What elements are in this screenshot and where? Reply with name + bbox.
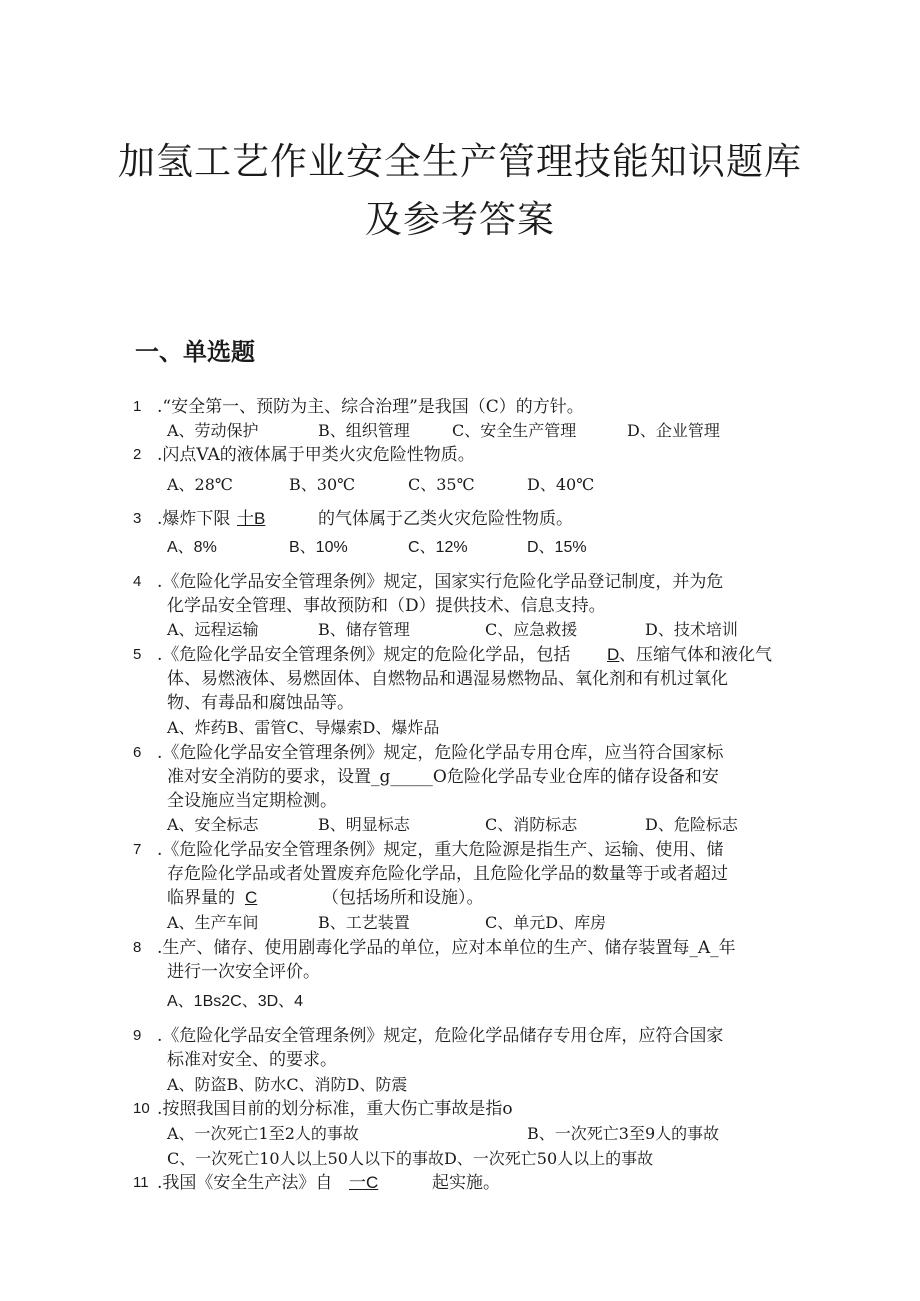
option-b: B、工艺装置 bbox=[318, 913, 410, 932]
question-text-line2: 体、易燃液体、易燃固体、自燃物品和遇湿易燃物品、氧化剂和有机过氧化 bbox=[167, 669, 728, 689]
options-line: A、1Bs2C、3D、4 bbox=[167, 993, 304, 1010]
option-b: B、一次死亡3至9人的事故 bbox=[527, 1124, 720, 1143]
question-text-line2: 准对安全消防的要求，设置_g_____O危险化学品专业仓库的储存设备和安 bbox=[167, 767, 719, 787]
section-heading: 一、单选题 bbox=[135, 338, 255, 366]
question-text-line2: 存危险化学品或者处置废弃危险化学品，且危险化学品的数量等于或者超过 bbox=[167, 864, 728, 884]
option-a: A、安全标志 bbox=[167, 815, 259, 834]
option-c: C、12% bbox=[408, 539, 468, 556]
option-c: C、消防标志 bbox=[485, 815, 578, 834]
answer-blank: C bbox=[245, 888, 258, 907]
question-number: 5 bbox=[133, 646, 142, 663]
document-title-line2: 及参考答案 bbox=[365, 198, 555, 241]
question-text-line3: 全设施应当定期检测。 bbox=[167, 791, 337, 811]
document-title-line1: 加氢工艺作业安全生产管理技能知识题库 bbox=[118, 140, 802, 183]
question-text-part1: .我国《安全生产法》自 bbox=[157, 1173, 333, 1193]
option-d: D、40℃ bbox=[527, 475, 595, 494]
question-number: 6 bbox=[133, 744, 142, 761]
option-a: A、28℃ bbox=[167, 475, 233, 494]
question-number: 10 bbox=[133, 1100, 150, 1117]
option-d: D、技术培训 bbox=[645, 620, 738, 639]
option-a: A、生产车间 bbox=[167, 913, 259, 932]
question-text-line3-part1: 临界量的 bbox=[167, 888, 235, 908]
question-text: .“安全第一、预防为主、综合治理”是我国（C）的方针。 bbox=[157, 397, 584, 417]
question-number: 7 bbox=[133, 841, 142, 858]
question-text-line3: 物、有毒品和腐蚀品等。 bbox=[167, 693, 354, 713]
options-line: A、炸药B、雷管C、导爆索D、爆炸品 bbox=[167, 718, 440, 737]
question-number: 3 bbox=[133, 510, 142, 527]
option-a: A、远程运输 bbox=[167, 620, 259, 639]
question-text-line1: .《危险化学品安全管理条例》规定，重大危险源是指生产、运输、使用、储 bbox=[157, 840, 724, 860]
question-number: 11 bbox=[133, 1174, 149, 1191]
question-text: .闪点VA的液体属于甲类火灾危险性物质。 bbox=[157, 445, 475, 465]
option-d: D、15% bbox=[527, 539, 587, 556]
answer-blank: 十B bbox=[237, 509, 266, 528]
question-text-line1-part2: 、压缩气体和液化气 bbox=[619, 645, 772, 665]
option-b: B、10% bbox=[289, 539, 348, 556]
question-number: 2 bbox=[133, 446, 142, 463]
question-number: 9 bbox=[133, 1027, 142, 1044]
answer-blank: D bbox=[607, 645, 620, 664]
option-c: C、35℃ bbox=[408, 475, 475, 494]
question-text-line3-part2: （包括场所和设施）。 bbox=[322, 888, 484, 908]
option-a: A、劳动保护 bbox=[167, 421, 259, 440]
option-c: C、安全生产管理 bbox=[452, 421, 577, 440]
option-d: D、危险标志 bbox=[645, 815, 738, 834]
question-text-line1: .《危险化学品安全管理条例》规定，危险化学品专用仓库，应当符合国家标 bbox=[157, 743, 724, 763]
question-text-line2: 进行一次安全评价。 bbox=[167, 962, 320, 982]
option-b: B、30℃ bbox=[289, 475, 356, 494]
option-c-d: C、单元D、库房 bbox=[485, 913, 607, 932]
option-b: B、储存管理 bbox=[318, 620, 410, 639]
option-a: A、一次死亡1至2人的事故 bbox=[167, 1124, 359, 1143]
question-text-part1: .爆炸下限 bbox=[157, 509, 231, 529]
question-text-line1-part1: .《危险化学品安全管理条例》规定的危险化学品，包括 bbox=[157, 645, 571, 665]
option-c-d: C、一次死亡10人以上50人以下的事故D、一次死亡50人以上的事故 bbox=[167, 1149, 654, 1168]
question-number: 8 bbox=[133, 939, 142, 956]
answer-blank: 一C bbox=[349, 1173, 379, 1192]
question-text-line1: .生产、储存、使用剧毒化学品的单位，应对本单位的生产、储存装置每_A_年 bbox=[157, 938, 736, 958]
question-number: 1 bbox=[133, 398, 142, 415]
option-a: A、8% bbox=[167, 539, 217, 556]
question-number: 4 bbox=[133, 573, 142, 590]
question-text-part2: 起实施。 bbox=[432, 1173, 500, 1193]
question-text-part2: 的气体属于乙类火灾危险性物质。 bbox=[318, 509, 573, 529]
options-line: A、防盗B、防水C、消防D、防震 bbox=[167, 1075, 408, 1094]
option-c: C、应急救援 bbox=[485, 620, 578, 639]
option-d: D、企业管理 bbox=[627, 421, 720, 440]
option-b: B、明显标志 bbox=[318, 815, 410, 834]
question-text-line1: .《危险化学品安全管理条例》规定，危险化学品储存专用仓库，应符合国家 bbox=[157, 1026, 724, 1046]
question-text-line2: 化学品安全管理、事故预防和（D）提供技术、信息支持。 bbox=[167, 596, 606, 616]
question-text-line2: 标准对安全、的要求。 bbox=[167, 1050, 337, 1070]
option-b: B、组织管理 bbox=[318, 421, 410, 440]
question-text: .按照我国目前的划分标准，重大伤亡事故是指o bbox=[157, 1099, 513, 1119]
question-text-line1: .《危险化学品安全管理条例》规定，国家实行危险化学品登记制度，并为危 bbox=[157, 572, 724, 592]
